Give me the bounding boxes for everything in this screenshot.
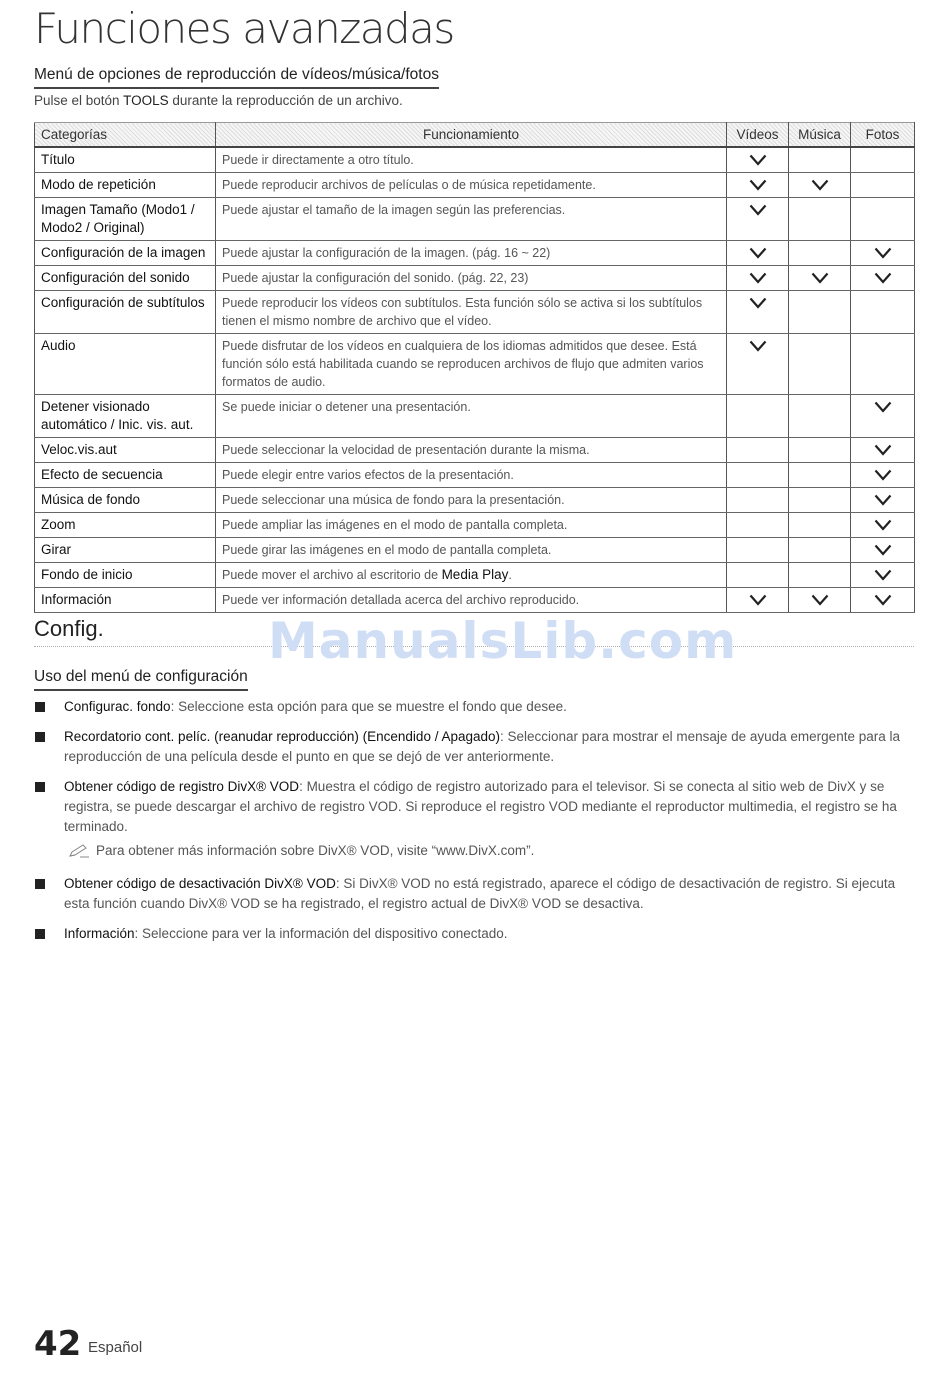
cell-photos [851, 291, 915, 334]
checkmark-icon [874, 272, 892, 284]
item-term: Obtener código de registro DivX® VOD [64, 779, 300, 794]
cell-music [789, 563, 851, 588]
row-category: Música de fondo [35, 488, 216, 513]
row-description [216, 538, 727, 563]
cell-photos [851, 334, 915, 395]
cell-videos [727, 241, 789, 266]
row-category: Configuración del sonido [35, 266, 216, 291]
cell-photos [851, 241, 915, 266]
row-description [216, 488, 727, 513]
table-row [35, 395, 915, 438]
options-table [34, 122, 915, 613]
row-category: Zoom [35, 513, 216, 538]
table-body [35, 147, 915, 613]
cell-videos [727, 563, 789, 588]
checkmark-icon [874, 494, 892, 506]
checkmark-icon [749, 247, 767, 259]
cell-photos [851, 463, 915, 488]
row-category: Veloc.vis.aut [35, 438, 216, 463]
square-bullet-icon [35, 732, 45, 742]
cell-music [789, 173, 851, 198]
row-description-text: Puede reproducir los vídeos con subtítulos. Esta función sólo se activa si los subtítulos tienen el mismo nombre de archivo que el vídeo. [222, 296, 703, 328]
row-description-text: Puede elegir entre varios efectos de la presentación. [222, 468, 514, 482]
cell-videos [727, 198, 789, 241]
row-description-text: Puede reproducir archivos de películas o de música repetidamente. [222, 178, 596, 192]
table-row [35, 588, 915, 613]
checkmark-icon [749, 179, 767, 191]
table-row [35, 291, 915, 334]
checkmark-icon [811, 179, 829, 191]
config-list [34, 697, 914, 954]
cell-videos [727, 463, 789, 488]
row-description-text: Puede seleccionar la velocidad de presentación durante la misma. [222, 443, 590, 457]
cell-music [789, 588, 851, 613]
item-text: : Muestra el código de registro autorizado para el televisor. Si se conecta al sitio web de DivX y se registra, se puede descargar el archivo de registro VOD. Si reproduce el registro VOD mediante el reproductor multimedia, el registro se ha terminado. [64, 779, 897, 834]
cell-videos [727, 291, 789, 334]
row-description [216, 463, 727, 488]
square-bullet-icon [35, 929, 45, 939]
cell-photos [851, 488, 915, 513]
item-note [64, 841, 914, 864]
row-description-text: Puede seleccionar una música de fondo para la presentación. [222, 493, 565, 507]
cell-photos [851, 563, 915, 588]
cell-photos [851, 538, 915, 563]
row-description-text: Puede ampliar las imágenes en el modo de pantalla completa. [222, 518, 568, 532]
cell-videos [727, 173, 789, 198]
row-category: Efecto de secuencia [35, 463, 216, 488]
row-description [216, 395, 727, 438]
square-bullet-icon [35, 702, 45, 712]
square-bullet-icon [35, 879, 45, 889]
row-description-text: Puede disfrutar de los vídeos en cualquiera de los idiomas admitidos que desee. Está función sólo está habilitada cuando se reproducen archivos de flujo que admiten varios formatos de audio. [222, 339, 704, 389]
cell-videos [727, 147, 789, 173]
row-description [216, 147, 727, 173]
intro-after: durante la reproducción de un archivo. [168, 93, 403, 108]
tools-button-label: TOOLS [123, 93, 169, 108]
checkmark-icon [874, 401, 892, 413]
square-bullet-icon [35, 782, 45, 792]
row-category: Información [35, 588, 216, 613]
row-description [216, 513, 727, 538]
row-category: Girar [35, 538, 216, 563]
checkmark-icon [874, 469, 892, 481]
cell-videos [727, 588, 789, 613]
row-category: Modo de repetición [35, 173, 216, 198]
table-header-row [35, 123, 915, 148]
cell-music [789, 438, 851, 463]
list-item [34, 777, 914, 864]
row-description-text: Puede mover el archivo al escritorio de [222, 568, 442, 582]
config-title: Config. [34, 616, 104, 641]
cell-photos [851, 513, 915, 538]
checkmark-icon [749, 594, 767, 606]
cell-photos [851, 173, 915, 198]
cell-photos [851, 438, 915, 463]
row-category: Fondo de inicio [35, 563, 216, 588]
config-sub-heading: Uso del menú de configuración [34, 668, 248, 691]
cell-videos [727, 488, 789, 513]
table-row [35, 488, 915, 513]
table-row [35, 334, 915, 395]
checkmark-icon [749, 154, 767, 166]
item-term: Configurac. fondo [64, 699, 171, 714]
row-category: Detener visionado automático / Inic. vis. aut. [35, 395, 216, 438]
row-description [216, 198, 727, 241]
item-note-text: Para obtener más información sobre DivX® VOD, visite “www.DivX.com”. [96, 843, 535, 858]
header-photos: Fotos [851, 123, 915, 148]
row-description [216, 291, 727, 334]
table-row [35, 147, 915, 173]
cell-photos [851, 198, 915, 241]
row-description [216, 173, 727, 198]
row-description-text: Se puede iniciar o detener una presentación. [222, 400, 471, 414]
checkmark-icon [874, 544, 892, 556]
intro-before: Pulse el botón [34, 93, 124, 108]
cell-photos [851, 147, 915, 173]
item-text: : Seleccione para ver la información del dispositivo conectado. [134, 926, 508, 941]
row-category: Audio [35, 334, 216, 395]
page-number: 42 [34, 1324, 82, 1364]
page-language: Español [88, 1339, 143, 1356]
intro-text [34, 93, 403, 108]
row-category: Configuración de la imagen [35, 241, 216, 266]
row-description [216, 241, 727, 266]
row-description-text: Puede ver información detallada acerca del archivo reproducido. [222, 593, 580, 607]
cell-photos [851, 395, 915, 438]
row-category: Configuración de subtítulos [35, 291, 216, 334]
page-title: Funciones avanzadas [34, 4, 454, 53]
list-item [34, 727, 914, 767]
cell-photos [851, 588, 915, 613]
cell-music [789, 395, 851, 438]
checkmark-icon [874, 444, 892, 456]
checkmark-icon [874, 594, 892, 606]
watermark-logo: ManualsLib.com [268, 612, 738, 670]
checkmark-icon [874, 569, 892, 581]
list-item [34, 874, 914, 914]
checkmark-icon [874, 519, 892, 531]
item-term: Recordatorio cont. pelíc. (reanudar reproducción) (Encendido / Apagado) [64, 729, 501, 744]
cell-videos [727, 334, 789, 395]
table-row [35, 513, 915, 538]
cell-music [789, 266, 851, 291]
checkmark-icon [811, 594, 829, 606]
checkmark-icon [749, 272, 767, 284]
cell-music [789, 463, 851, 488]
item-text: : Seleccione esta opción para que se muestre el fondo que desee. [170, 699, 567, 714]
item-term: Obtener código de desactivación DivX® VOD [64, 876, 336, 891]
list-item [34, 924, 914, 944]
pencil-note-icon [68, 844, 90, 864]
row-description-text: Puede ajustar la configuración de la imagen. (pág. 16 ~ 22) [222, 246, 551, 260]
row-description [216, 563, 727, 588]
row-description-text: Puede girar las imágenes en el modo de pantalla completa. [222, 543, 552, 557]
item-text: : Si DivX® VOD no está registrado, aparece el código de desactivación de registro. Si ejecuta esta función cuando DivX® VOD se ha registrado, el registro actual de DivX® VOD se desactiva. [64, 876, 896, 911]
cell-photos [851, 266, 915, 291]
row-description [216, 334, 727, 395]
row-description-bold: Media Play [441, 567, 509, 582]
cell-music [789, 147, 851, 173]
checkmark-icon [749, 340, 767, 352]
row-category: Imagen Tamaño (Modo1 / Modo2 / Original) [35, 198, 216, 241]
cell-videos [727, 395, 789, 438]
cell-videos [727, 538, 789, 563]
cell-music [789, 291, 851, 334]
cell-videos [727, 513, 789, 538]
item-text: : Seleccionar para mostrar el mensaje de ayuda emergente para la reproducción de una película desde el punto en que se dejó de ver anteriormente. [64, 729, 900, 764]
row-description [216, 266, 727, 291]
header-categories: Categorías [35, 123, 216, 148]
row-category: Título [35, 147, 216, 173]
table-row [35, 438, 915, 463]
cell-music [789, 538, 851, 563]
header-function: Funcionamiento [216, 123, 727, 148]
row-description [216, 588, 727, 613]
table-row [35, 241, 915, 266]
cell-music [789, 488, 851, 513]
list-item [34, 697, 914, 717]
row-description-end: . [508, 568, 512, 582]
cell-music [789, 198, 851, 241]
row-description-text: Puede ajustar la configuración del sonido. (pág. 22, 23) [222, 271, 529, 285]
table-row [35, 538, 915, 563]
cell-music [789, 513, 851, 538]
checkmark-icon [749, 297, 767, 309]
checkmark-icon [749, 204, 767, 216]
table-row [35, 463, 915, 488]
header-videos: Vídeos [727, 123, 789, 148]
table-row [35, 198, 915, 241]
table-row [35, 266, 915, 291]
row-description [216, 438, 727, 463]
header-music: Música [789, 123, 851, 148]
row-description-text: Puede ajustar el tamaño de la imagen según las preferencias. [222, 203, 566, 217]
cell-videos [727, 438, 789, 463]
item-term: Información [64, 926, 135, 941]
checkmark-icon [811, 272, 829, 284]
table-row [35, 173, 915, 198]
checkmark-icon [874, 247, 892, 259]
section-heading: Menú de opciones de reproducción de vídeos/música/fotos [34, 66, 439, 89]
cell-music [789, 241, 851, 266]
cell-music [789, 334, 851, 395]
row-description-text: Puede ir directamente a otro título. [222, 153, 414, 167]
table-row [35, 563, 915, 588]
cell-videos [727, 266, 789, 291]
